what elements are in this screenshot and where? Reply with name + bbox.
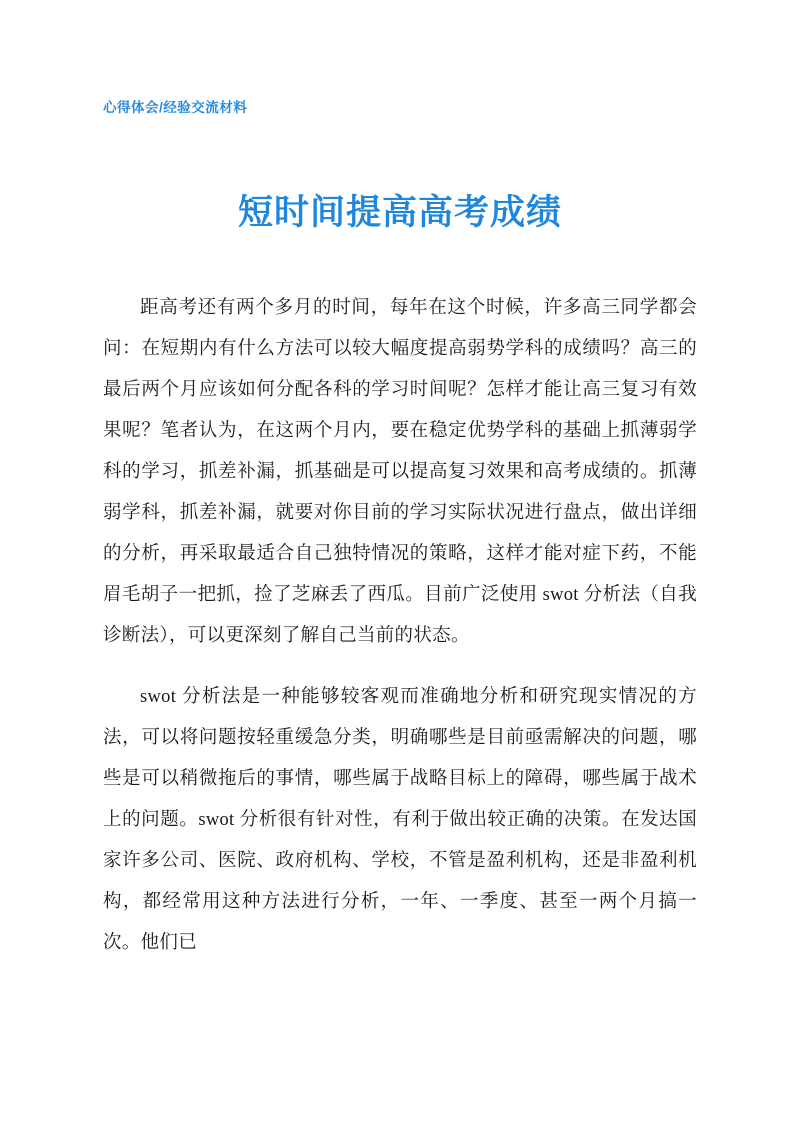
page-title: 短时间提高高考成绩 [237,193,562,232]
paragraph: 距高考还有两个多月的时间，每年在这个时候，许多高三同学都会问：在短期内有什么方法可以较大幅度提高弱势学科的成绩吗？高三的最后两个月应该如何分配各科的学习时间呢？怎样才能让高三复习有效果呢？笔者认为，在这两个月内，要在稳定优势学科的基础上抓薄弱学科的学习，抓差补漏，抓基础是可以提高复习效果和高考成绩的。抓薄弱学科，抓差补漏，就要对你目前的学习实际状况进行盘点，做出详细的分析，再采取最适合自己独特情况的策略，这样才能对症下药，不能眉毛胡子一把抓，捡了芝麻丢了西瓜。目前广泛使用 swot 分析法（自我诊断法），可以更深刻了解自己当前的状态。 [103,298,697,646]
paragraph: swot 分析法是一种能够较客观而准确地分析和研究现实情况的方法，可以将问题按轻重缓急分类，明确哪些是目前亟需解决的问题，哪些是可以稍微拖后的事情，哪些属于战略目标上的障碍，哪些属于战术上的问题。swot 分析很有针对性，有利于做出较正确的决策。在发达国家许多公司、医院、政府机构、学校，不管是盈利机构，还是非盈利机构，都经常用这种方法进行分析，一年、一季度、甚至一两个月搞一次。他们已 [103,687,697,953]
document-body [103,288,697,964]
breadcrumb: 心得体会/经验交流材料 [103,100,248,115]
